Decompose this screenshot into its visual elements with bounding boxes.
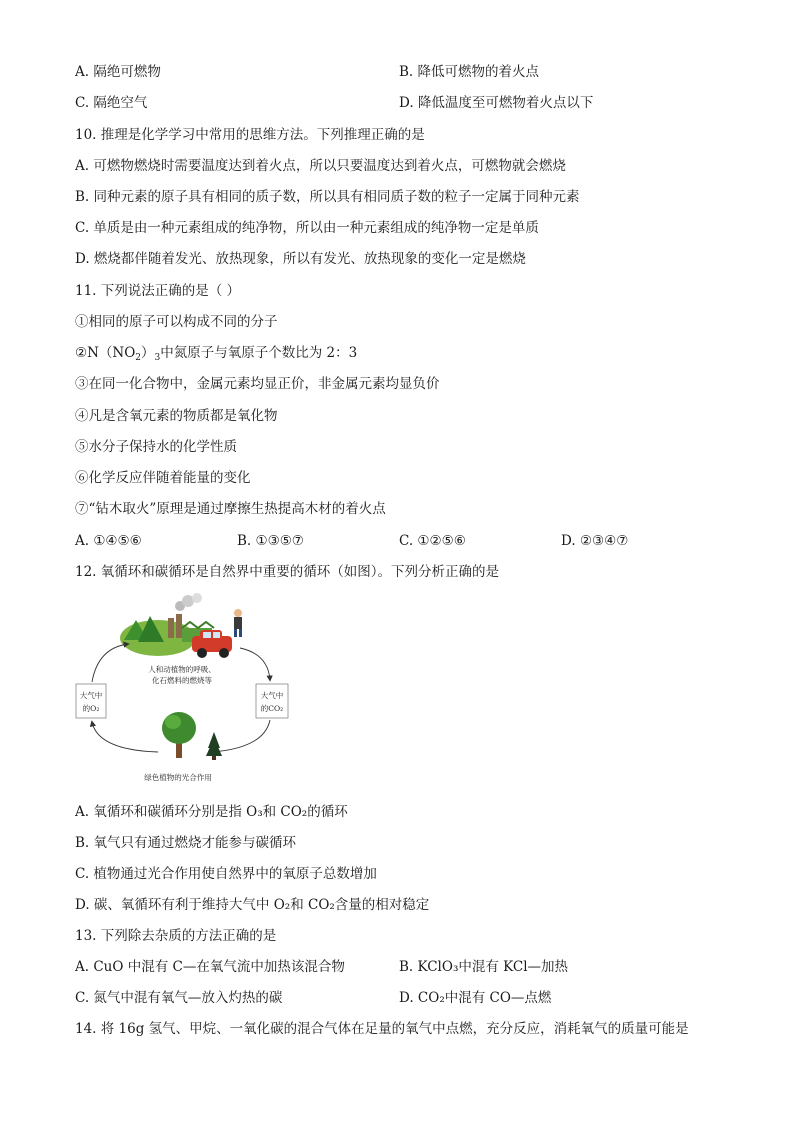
q12-stem: 12. 氧循环和碳循环是自然界中重要的循环（如图）。下列分析正确的是 bbox=[75, 564, 500, 580]
q10-option-d: D. 燃烧都伴随着发光、放热现象，所以有发光、放热现象的变化一定是燃烧 bbox=[75, 251, 526, 267]
cycle-figure bbox=[72, 592, 302, 792]
q12-option-d: D. 碳、氧循环有利于维持大气中 O₂和 CO₂含量的相对稳定 bbox=[75, 897, 430, 913]
left-label-line-1: 大气中 bbox=[79, 691, 103, 700]
q12-option-b: B. 氧气只有通过燃烧才能参与碳循环 bbox=[75, 835, 297, 851]
q11-option-d: D. ②③④⑦ bbox=[561, 533, 629, 549]
q13-option-a: A. CuO 中混有 C—在氧气流中加热该混合物 bbox=[75, 959, 345, 975]
q12-option-c: C. 植物通过光合作用使自然界中的氧原子总数增加 bbox=[75, 866, 377, 882]
q12-option-a: A. 氧循环和碳循环分别是指 O₃和 CO₂的循环 bbox=[75, 804, 348, 820]
right-label-line-2: 的CO₂ bbox=[260, 704, 284, 713]
q11-statement-2: $②N(NO_2)_3$中氮原子与氧原子个数比为 2：3 bbox=[75, 345, 358, 363]
bottom-caption: 绿色植物的光合作用 bbox=[144, 773, 212, 782]
person-icon bbox=[234, 609, 242, 637]
q13-stem: 13. 下列除去杂质的方法正确的是 bbox=[75, 928, 277, 944]
q9-option-b: B. 降低可燃物的着火点 bbox=[399, 64, 540, 80]
tree-icon bbox=[162, 712, 196, 758]
arrow-combustion-to-co2 bbox=[240, 648, 270, 680]
q10-stem: 10. 推理是化学学习中常用的思维方法。下列推理正确的是 bbox=[75, 127, 425, 143]
q11-statement-6: ⑥化学反应伴随着能量的变化 bbox=[75, 470, 251, 486]
pine-tree-icon bbox=[206, 732, 222, 760]
q13-option-c: C. 氮气中混有氧气—放入灼热的碳 bbox=[75, 990, 283, 1006]
arrow-co2-to-plants bbox=[212, 720, 270, 752]
arrow-o2-to-combustion bbox=[92, 644, 128, 682]
q14-stem: 14. 将 16g 氢气、甲烷、一氧化碳的混合气体在足量的氧气中点燃，充分反应，消耗氧气的质量可能是 bbox=[75, 1021, 689, 1037]
arrow-plants-to-o2 bbox=[92, 722, 158, 752]
q11-statement-5: ⑤水分子保持水的化学性质 bbox=[75, 439, 237, 455]
top-caption-line-2: 化石燃料的燃烧等 bbox=[152, 676, 212, 685]
q11-statement-4: ④凡是含氧元素的物质都是氧化物 bbox=[75, 408, 278, 424]
q11-option-a: A. ①④⑤⑥ bbox=[75, 533, 142, 549]
left-label-line-2: 的O₂ bbox=[82, 704, 100, 713]
q11-statement-3: ③在同一化合物中，金属元素均显正价，非金属元素均显负价 bbox=[75, 376, 440, 392]
q11-statement-1: ①相同的原子可以构成不同的分子 bbox=[75, 314, 278, 330]
q9-option-a: A. 隔绝可燃物 bbox=[75, 64, 161, 80]
q13-option-d: D. CO₂中混有 CO—点燃 bbox=[399, 990, 552, 1006]
q13-option-b: B. KClO₃中混有 KCl—加热 bbox=[399, 959, 569, 975]
q9-option-c: C. 隔绝空气 bbox=[75, 95, 148, 111]
q11-option-c: C. ①②⑤⑥ bbox=[399, 533, 466, 549]
q11-statement-7: ⑦“钻木取火”原理是通过摩擦生热提高木材的着火点 bbox=[75, 501, 386, 517]
q11-option-b: B. ①③⑤⑦ bbox=[237, 533, 304, 549]
q10-option-b: B. 同种元素的原子具有相同的质子数，所以具有相同质子数的粒子一定属于同种元素 bbox=[75, 189, 580, 205]
q10-option-a: A. 可燃物燃烧时需要温度达到着火点，所以只要温度达到着火点，可燃物就会燃烧 bbox=[75, 158, 566, 174]
q10-option-c: C. 单质是由一种元素组成的纯净物，所以由一种元素组成的纯净物一定是单质 bbox=[75, 220, 539, 236]
top-caption-line-1: 人和动植物的呼吸、 bbox=[148, 665, 216, 674]
q11-stem: 11. 下列说法正确的是（ ） bbox=[75, 283, 241, 299]
right-label-line-1: 大气中 bbox=[260, 691, 284, 700]
q9-option-d: D. 降低温度至可燃物着火点以下 bbox=[399, 95, 594, 111]
